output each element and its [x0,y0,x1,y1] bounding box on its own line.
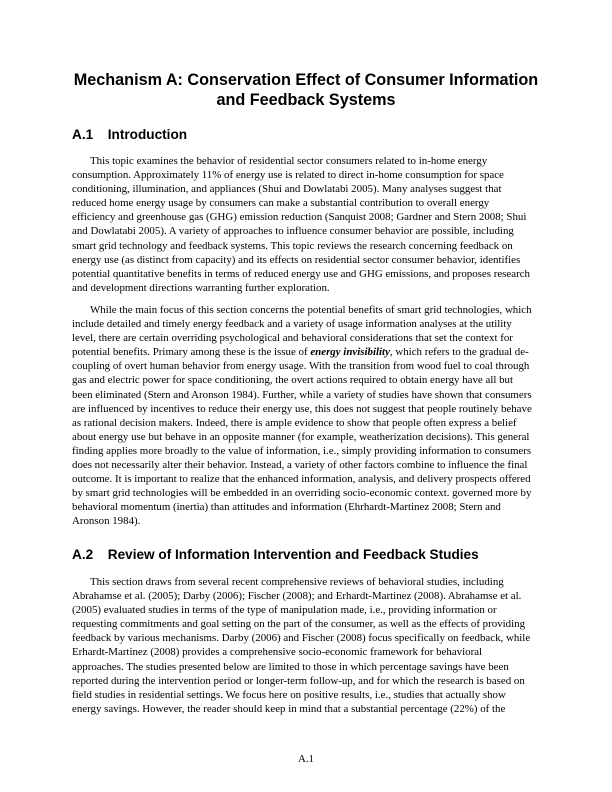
section-title: Review of Information Intervention and Feedback Studies [107,547,479,562]
text-line: Abrahamse et al. (2005); Darby (2006); Fischer (2008); and Erhardt-Martinez (2008). Abrahamse et al. [72,590,522,603]
text-run: potential benefits. Primary among these is the issue of [72,346,311,359]
section-title: Introduction [107,127,188,142]
text-line: field studies in residential settings. We focus here on positive results, i.e., studies that actually show [72,688,506,701]
text-line: This topic examines the behavior of residential sector consumers related to in-home energy [90,155,488,167]
title-line: Mechanism A: Conservation Effect of Consumer Information [73,71,539,89]
text-line: and development directions warranting further exploration. [72,281,330,294]
text-line: reported during the intervention period or longer-term follow-up, and for which the research is based on [72,674,525,687]
text-line: gas and electric power for space conditioning, the overt actions required to obtain energy have all but [72,374,514,387]
title-line: and Feedback Systems [216,91,396,109]
text-line: reduced home energy usage by consumers can make a substantial contribution to overall energy [72,197,490,210]
text-line: Erhardt-Martinez (2008) provides a comprehensive socio-economic framework for behavioral [72,646,483,659]
text-line: does not necessarily alter their behavior. Instead, a variety of other factors combine to influence the final [72,459,528,472]
text-line: level, there are certain overriding psychological and behavioral considerations that set the context for [72,332,513,345]
text-line: are influenced by incentives to reduce their energy use, this does not suggest that people routinely behave [72,402,532,415]
document-title [60,70,552,110]
text-line: Aronson 1984). [72,515,141,528]
text-line: consumption. Approximately 11% of energy use is related to direct in-home consumption for space [72,169,504,182]
text-line: conditioning, illumination, and appliances (Shui and Dowlatabi 2005). Many analyses suggest that [72,183,502,196]
text-line: include detailed and timely energy feedback and a variety of usage information analyses at the utility [72,318,512,331]
paragraph-intro-1 [72,154,552,295]
text-line: been eliminated (Stern and Aronson 1984). Further, while a variety of studies have shown that consumers [72,388,532,401]
text-line: finding applies more broadly to the value of information, i.e., simply providing information to consumers [72,444,532,457]
text-line: and Dowlatabi 2005). A variety of approaches to influence consumer behavior are possible, including [72,225,514,238]
text-line: energy savings. However, the reader should keep in mind that a substantial percentage (22%) of the [72,702,506,715]
text-line: smart grid technology and feedback systems. This topic reviews the research concerning feedback on [72,239,513,252]
text-line: coupling of overt human behavior from energy usage. With the transition from wood fuel to coal through [72,360,530,373]
text-line: efficiency and greenhouse gas (GHG) emission reduction (Sanquist 2008; Gardner and Stern 2008; Shui [72,211,527,224]
text-line: While the main focus of this section concerns the potential benefits of smart grid technologies, which [90,304,532,316]
text-line: approaches. The studies presented below are limited to those in which percentage savings have been [72,660,509,673]
text-line: requesting commitments and goal setting on the part of the consumer, as well as the effects of providing [72,618,526,631]
text-line: by smart grid technologies will be embedded in an overriding socio-economic context. governed more by [72,487,532,500]
text-line: outcome. It is important to realize that the enhanced information, analysis, and delivery prospects offered [72,473,531,486]
text-run: , which refers to the gradual de- [389,346,529,359]
text-line: behavioral momentum (inertia) than attitudes and information (Ehrhardt-Martinez 2008; Stern and [72,501,501,514]
emphasis-term: energy invisibility [310,346,390,359]
section-heading-a2 [72,547,479,563]
paragraph-intro-2 [72,303,552,529]
text-line: as rational decision makers. Indeed, there is ample evidence to show that people often express a belief [72,416,517,429]
text-line: (2005) evaluated studies in terms of the type of manipulation made, i.e., providing information or [72,604,497,617]
text-line: This section draws from several recent comprehensive reviews of behavioral studies, including [90,576,504,588]
paragraph-review-1 [72,575,552,716]
text-line-with-emphasis [72,345,552,359]
section-number: A.2 [72,547,94,562]
section-heading-a1 [72,127,187,143]
section-number: A.1 [72,127,94,142]
page-number: A.1 [297,753,315,765]
text-line: feedback by various mechanisms. Darby (2006) and Fischer (2008) focus specifically on feedback, while [72,632,531,645]
text-line: potential quantitative benefits in terms of reduced energy use and GHG emissions, and proposes research [72,267,530,280]
text-line: energy use (as distinct from capacity) and its effects on residential sector consumer behavior, identifies [72,253,521,266]
text-line: about energy use but behave in an opposite manner (for example, weatherization decisions). This general [72,430,530,443]
